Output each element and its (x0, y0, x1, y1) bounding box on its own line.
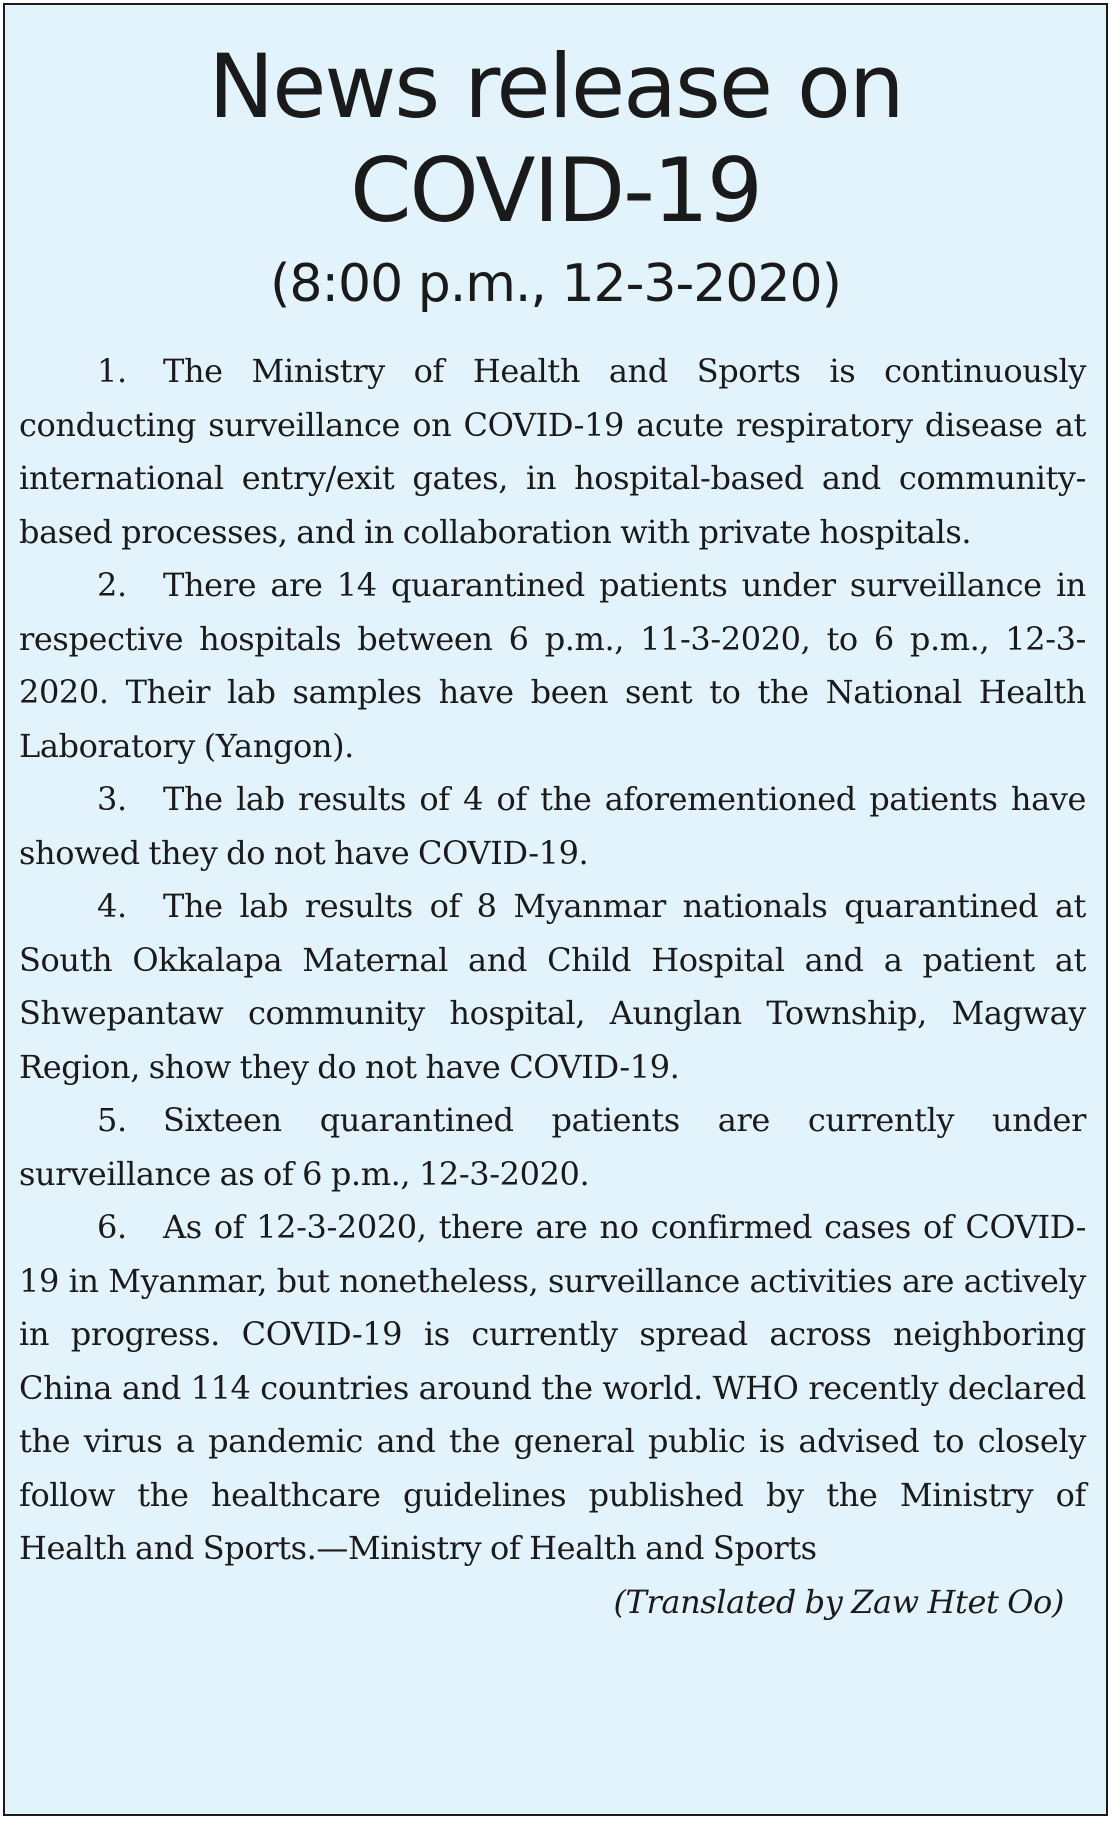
translator-credit: (Translated by Zaw Htet Oo) (613, 1582, 1064, 1621)
paragraph-number: 4. (97, 887, 127, 925)
headline-line-2: COVID-19 (350, 139, 761, 242)
paragraph-number: 1. (97, 352, 127, 390)
paragraph-text: There are 14 quarantined patients under surveillance in respective hospitals between 6 p.m., 11-3-2020, to 6 p.m., 12-3-2020. Their lab samples have been sent to the National Health Laboratory (Yangon). (19, 566, 1086, 765)
headline (5, 35, 1106, 243)
headline-line-1: News release on (208, 35, 903, 138)
paragraph-number: 3. (97, 780, 127, 818)
release-body (19, 345, 1086, 1629)
paragraph-1 (19, 345, 1086, 559)
paragraph-2 (19, 559, 1086, 773)
paragraph-text: Sixteen quarantined patients are currently under surveillance as of 6 p.m., 12-3-2020. (19, 1101, 1086, 1193)
paragraph-4 (19, 880, 1086, 1094)
paragraph-text: The lab results of 8 Myanmar nationals quarantined at South Okkalapa Maternal and Child Hospital and a patient at Shwepantaw community hospital, Aunglan Township, Magway Region, show they do not have COVID-19. (19, 887, 1086, 1086)
paragraph-text: As of 12-3-2020, there are no confirmed cases of COVID-19 in Myanmar, but nonetheless, surveillance activities are actively in progress. COVID-19 is currently spread across neighboring China and 114 countries around the world. WHO recently declared the virus a pandemic and the general public is advised to closely follow the healthcare guidelines published by the Ministry of Health and Sports.—Ministry of Health and Sports (19, 1208, 1086, 1567)
paragraph-number: 5. (97, 1101, 127, 1139)
paragraph-3 (19, 773, 1086, 880)
paragraph-number: 2. (97, 566, 127, 604)
paragraph-6 (19, 1201, 1086, 1576)
news-release-box (3, 3, 1108, 1816)
paragraph-5 (19, 1094, 1086, 1201)
paragraph-text: The lab results of 4 of the aforementioned patients have showed they do not have COVID-19. (19, 780, 1086, 872)
paragraph-text: The Ministry of Health and Sports is continuously conducting surveillance on COVID-19 acute respiratory disease at international entry/exit gates, in hospital-based and community-based processes, and in collaboration with private hospitals. (19, 352, 1086, 551)
dateline: (8:00 p.m., 12-3-2020) (270, 254, 841, 314)
paragraph-number: 6. (97, 1208, 127, 1246)
